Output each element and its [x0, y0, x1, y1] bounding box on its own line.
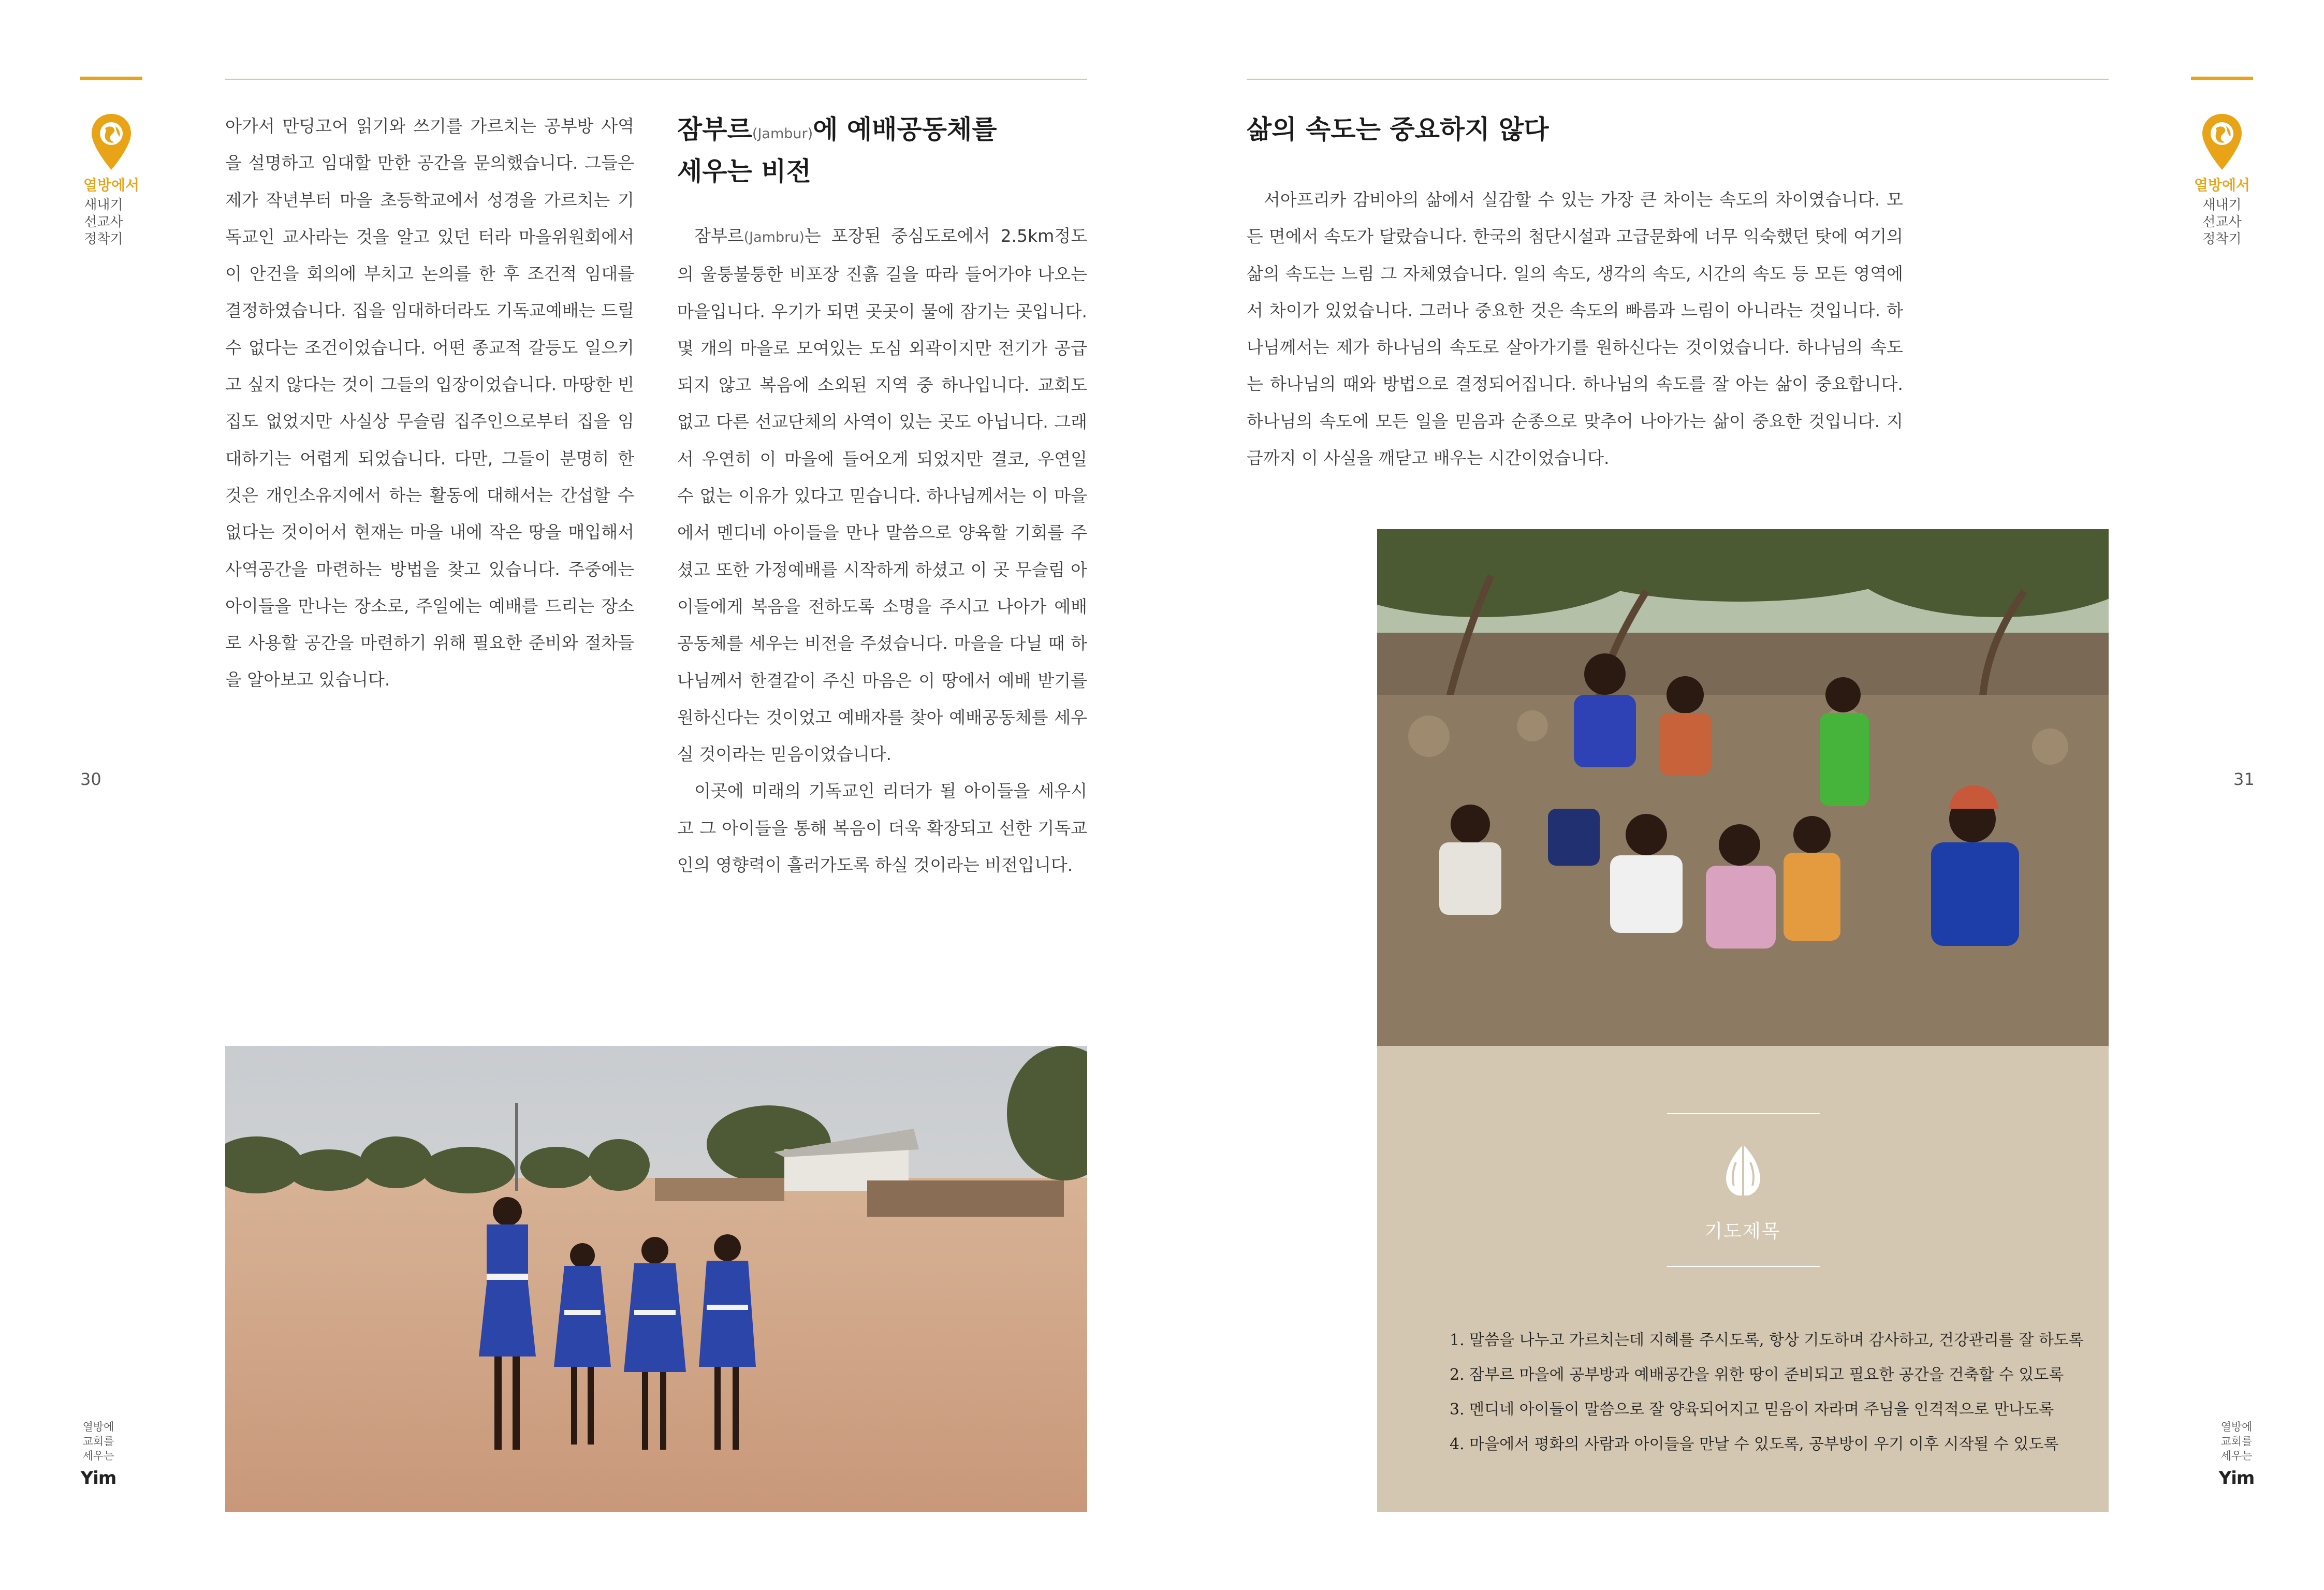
location-pin-icon [2201, 113, 2243, 173]
side-tab-sub [2186, 197, 2258, 248]
side-tab-title: 열방에서 [83, 177, 140, 194]
text-run: 는 포장된 중심도로에서 2.5km정도의 울퉁불퉁한 비포장 진흙 길을 따라 들어가야 나오는 마을입니다. 우기가 되면 곳곳이 물에 잠기는 곳입니다. 몇 개의 마을로 모여있는 도심 외곽이지만 전기가 공급되지 않고 복음에 소외된 지역 중 하나입니다. 교회도 없고 다른 선교단체의 사역이 있는 곳도 아닙니다. 그래서 우연히 이 마을에 들어오게 되었지만 결코, 우연일 수 없는 이유가 있다고 믿습니다. 하나님께서는 이 마을에서 멘디네 아이들을 만나 말씀으로 양육할 기회를 주셨고 또한 가정예배를 시작하게 하셨고 이 곳 무슬림 아이들에게 복음을 전하도록 소명을 주시고 나아가 예배공동체를 세우는 비전을 주셨습니다. 마을을 다닐 때 하나님께서 한결같이 주신 마음은 이 땅에서 예배 받기를 원하신다는 것이었고 예배자를 찾아 예배공동체를 세우실 것이라는 믿음이었습니다. [677, 226, 1087, 765]
accent-bar-left [80, 77, 142, 80]
page-number-left: 30 [80, 769, 101, 789]
side-tab-title: 열방에서 [2194, 177, 2250, 194]
prayer-title: 기도제목 [1704, 1221, 1781, 1242]
section-heading-jambur [677, 111, 1091, 190]
prayer-list [1450, 1323, 2092, 1462]
body-column-1 [225, 108, 634, 698]
heading-line-1 [677, 111, 1091, 153]
location-pin-icon [91, 113, 132, 173]
footer-text-right [2211, 1420, 2262, 1463]
side-tab-line: 선교사 [2202, 214, 2242, 230]
footer-line: 세우는 [2220, 1450, 2253, 1462]
paragraph: 아가서 만딩고어 읽기와 쓰기를 가르치는 공부방 사역을 설명하고 임대할 만한 공간을 문의했습니다. 그들은 제가 작년부터 마을 초등학교에서 성경을 가르치는 기독교인 교사라는 것을 알고 있던 터라 마을위원회에서 이 안건을 회의에 부치고 논의를 한 후 조건적 임대를 결정하였습니다. 집을 임대하더라도 기독교예배는 드릴 수 없다는 조건이었습니다. 어떤 종교적 갈등도 일으키고 싶지 않다는 것이 그들의 입장이었습니다. 마땅한 빈집도 없었지만 사실상 무슬림 집주인으로부터 집을 임대하기는 어렵게 되었습니다. 다만, 그들이 분명히 한 것은 개인소유지에서 하는 활동에 대해서는 간섭할 수 없다는 것이어서 현재는 마을 내에 작은 땅을 매입해서 사역공간을 마련하는 방법을 찾고 있습니다. 주중에는 아이들을 만나는 장소로, 주일에는 예배를 드리는 장소로 사용할 공간을 마련하기 위해 필요한 준비와 절차들을 알아보고 있습니다. [225, 116, 634, 690]
prayer-rule-bottom [1667, 1266, 1820, 1267]
text-run: 잠부르 [694, 226, 744, 246]
accent-bar-right [2191, 77, 2253, 80]
footer-line: 교회를 [82, 1435, 114, 1448]
heading-part: 잠부르 [677, 114, 752, 144]
yim-logo: Yim [2218, 1468, 2255, 1489]
footer-text-left [72, 1420, 124, 1463]
body-column-2 [677, 217, 1087, 883]
side-tab-sub [67, 197, 140, 248]
body-column-right [1247, 181, 1903, 476]
footer-line: 교회를 [2220, 1435, 2253, 1448]
page-number-right: 31 [2233, 769, 2255, 789]
section-heading-speed: 삶의 속도는 중요하지 않다 [1247, 114, 1549, 144]
side-tab-line: 새내기 [84, 197, 123, 213]
prayer-item: 4. 마을에서 평화의 사람과 아이들을 만날 수 있도록, 공부방이 우기 이후 시작될 수 있도록 [1450, 1435, 2059, 1453]
side-tab-line: 새내기 [2202, 197, 2242, 213]
footer-line: 세우는 [82, 1450, 114, 1462]
paragraph: 이곳에 미래의 기독교인 리더가 될 아이들을 세우시고 그 아이들을 통해 복음이 더욱 확장되고 선한 기독교인의 영향력이 흘러가도록 하실 것이라는 비전입니다. [677, 781, 1087, 876]
side-tab-line: 선교사 [84, 214, 123, 230]
side-tab-line: 정착기 [2202, 231, 2242, 247]
prayer-item: 2. 잠부르 마을에 공부방과 예배공간을 위한 땅이 준비되고 필요한 공간을 건축할 수 있도록 [1450, 1366, 2064, 1384]
heading-line-2: 세우는 비전 [677, 156, 811, 186]
footer-line: 열방에 [82, 1421, 114, 1433]
praying-hands-icon [1722, 1142, 1764, 1201]
heading-part: 에 예배공동체를 [813, 114, 997, 144]
prayer-item: 1. 말씀을 나누고 가르치는데 지혜를 주시도록, 항상 기도하며 감사하고, 건강관리를 잘 하도록 [1450, 1331, 2084, 1349]
heading-part-small: (Jambur) [752, 126, 813, 142]
paragraph: 서아프리카 감비아의 삶에서 실감할 수 있는 가장 큰 차이는 속도의 차이였습니다. 모든 면에서 속도가 달랐습니다. 한국의 첨단시설과 고급문화에 너무 익숙했던 탓에 여기의 삶의 속도는 느림 그 자체였습니다. 일의 속도, 생각의 속도, 시간의 속도 등 모든 영역에서 차이가 있었습니다. 그러나 중요한 것은 속도의 빠름과 느림이 아니라는 것입니다. 하나님께서는 제가 하나님의 속도로 살아가기를 원하신다는 것이었습니다. 하나님의 속도는 하나님의 때와 방법으로 결정되어집니다. 하나님의 속도를 잘 아는 삶이 중요합니다. 하나님의 속도에 모든 일을 믿음과 순종으로 맞추어 나아가는 삶이 중요한 것입니다. 지금까지 이 사실을 깨닫고 배우는 시간이었습니다. [1247, 189, 1904, 469]
top-rule-right [1247, 79, 2109, 80]
prayer-box [1377, 1046, 2109, 1512]
photo-children-group [1377, 529, 2109, 1046]
side-tab-line: 정착기 [84, 231, 123, 247]
top-rule-left [225, 79, 1087, 80]
prayer-rule-top [1667, 1113, 1820, 1114]
photo-schoolgirls [225, 1046, 1087, 1512]
footer-line: 열방에 [2220, 1421, 2253, 1433]
text-run-small: (Jambru) [743, 229, 805, 245]
prayer-item: 3. 멘디네 아이들이 말씀으로 잘 양육되어지고 믿음이 자라며 주님을 인격적으로 만나도록 [1450, 1401, 2054, 1419]
yim-logo: Yim [80, 1468, 116, 1489]
paragraph [677, 217, 1087, 772]
